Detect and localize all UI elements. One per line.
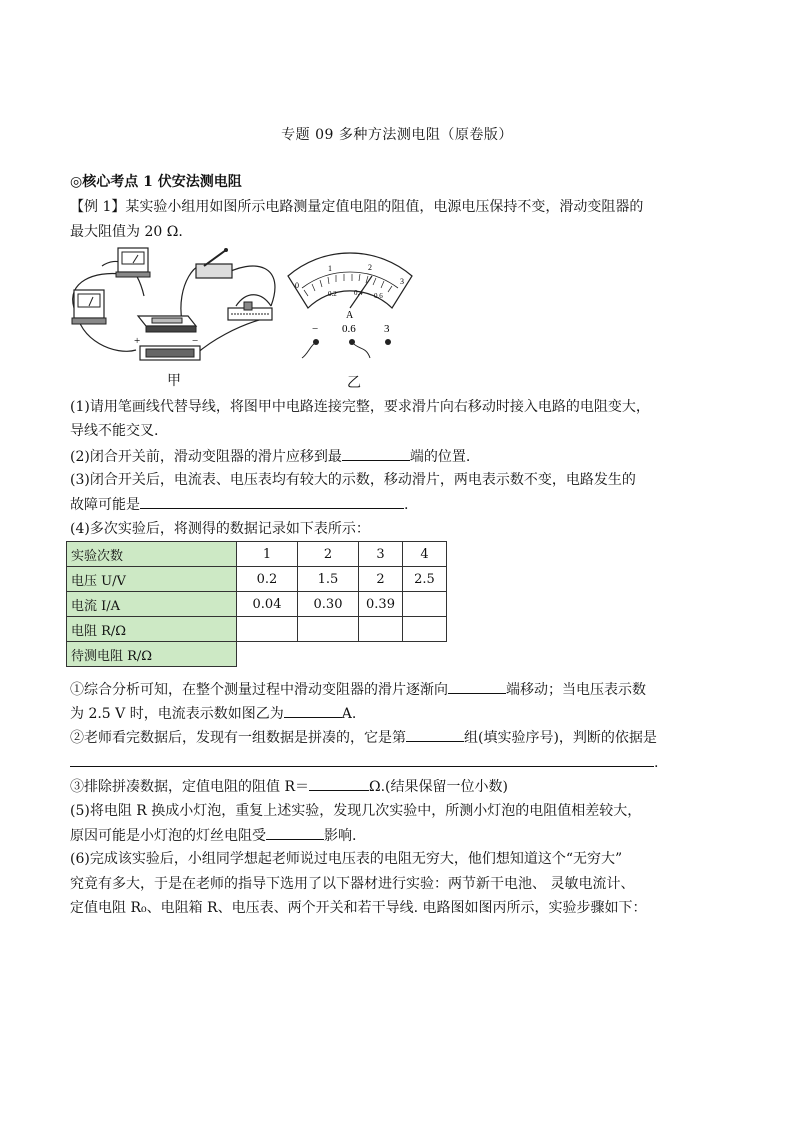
table-cell: 0.04: [237, 592, 298, 617]
sub-question-1-line-1: ①综合分析可知，在整个测量过程中滑动变阻器的滑片逐渐向 端移动；当电压表示数: [70, 679, 646, 700]
figure-caption-yi: 乙: [347, 375, 361, 391]
terminal-label-0-6: 0.6: [342, 323, 356, 335]
question-3-line-2: 故障可能是 .: [70, 494, 408, 515]
question-4: (4)多次实验后，将测得的数据记录如下表所示：: [70, 521, 370, 537]
question-6-line-1: (6)完成该实验后，小组同学想起老师说过电压表的电阻无穷大，他们想知道这个“无穷大”: [70, 851, 623, 867]
answer-blank-q3[interactable]: [140, 494, 404, 509]
question-1-line-1: (1)请用笔画线代替导线，将图甲中电路连接完整，要求滑片向右移动时接入电路的电阻变大，: [70, 399, 650, 415]
table-cell: 电流 I/A: [67, 592, 237, 617]
dial-inner-label-1: 0.2: [328, 290, 337, 298]
dial-outer-label-1: 1: [328, 264, 332, 273]
page-title: 专题 09 多种方法测电阻（原卷版）: [281, 127, 513, 143]
table-cell[interactable]: [403, 617, 447, 642]
dial-meter-letter: A: [346, 310, 354, 321]
sub-question-2-line-2: .: [70, 752, 658, 773]
table-cell[interactable]: [237, 617, 298, 642]
dial-outer-label-2: 2: [368, 263, 372, 272]
question-5-line-1: (5)将电阻 R 换成小灯泡，重复上述实验，发现几次实验中，所测小灯泡的电阻值相差较大，: [70, 803, 642, 819]
table-cell-empty: [237, 642, 447, 667]
figure-caption-jia: 甲: [167, 373, 181, 389]
table-cell: 1.5: [298, 567, 359, 592]
sub-question-3: ③排除拼凑数据，定值电阻的阻值 R＝ Ω.(结果保留一位小数): [70, 776, 508, 797]
section-heading: ◎核心考点 1 伏安法测电阻: [70, 174, 242, 190]
question-5-line-2: 原因可能是小灯泡的灯丝电阻受 影响.: [70, 825, 356, 846]
table-cell: 待测电阻 R/Ω: [67, 642, 237, 667]
switch-device: [196, 248, 232, 278]
dial-outer-label-0: 0: [295, 281, 299, 290]
answer-blank-s2-reason[interactable]: [70, 752, 654, 767]
answer-blank-q2[interactable]: [342, 446, 410, 461]
table-cell: 电压 U/V: [67, 567, 237, 592]
table-row: [67, 592, 447, 617]
question-6-line-2: 究竟有多大，于是在老师的指导下选用了以下器材进行实验：两节新干电池、 灵敏电流计、: [70, 876, 635, 892]
table-cell: 电阻 R/Ω: [67, 617, 237, 642]
table-cell: 0.2: [237, 567, 298, 592]
answer-blank-s3[interactable]: [309, 776, 369, 791]
table-cell: 实验次数: [67, 542, 237, 567]
question-6-line-3: 定值电阻 R₀、电阻箱 R、电压表、两个开关和若干导线. 电路图如图丙所示，实验步骤如下：: [70, 900, 647, 916]
example-line-1: 【例 1】某实验小组用如图所示电路测量定值电阻的阻值，电源电压保持不变，滑动变阻器的: [70, 199, 644, 215]
table-cell[interactable]: [359, 617, 403, 642]
table-cell: 1: [237, 542, 298, 567]
table-cell: 4: [403, 542, 447, 567]
dial-outer-label-3: 3: [400, 277, 404, 286]
ammeter-device: [116, 248, 150, 277]
answer-blank-q5[interactable]: [266, 825, 324, 840]
terminal-label-minus: −: [312, 323, 319, 335]
table-row: [67, 567, 447, 592]
data-table: [66, 541, 447, 667]
table-row: [67, 617, 447, 642]
table-cell: 2: [298, 542, 359, 567]
question-3-line-1: (3)闭合开关后，电流表、电压表均有较大的示数，移动滑片，两电表示数不变，电路发生的: [70, 472, 636, 488]
answer-blank-s2-group[interactable]: [406, 727, 464, 742]
circuit-figure: [66, 246, 426, 388]
dial-inner-label-3: 0.6: [374, 292, 383, 300]
rheostat-device: [228, 302, 272, 320]
table-cell: 0.30: [298, 592, 359, 617]
sub-question-2-line-1: ②老师看完数据后，发现有一组数据是拼凑的，它是第 组(填实验序号)，判断的依据是: [70, 727, 657, 748]
answer-blank-s1-direction[interactable]: [448, 679, 506, 694]
answer-blank-s1-current[interactable]: [284, 703, 342, 718]
question-2: (2)闭合开关前，滑动变阻器的滑片应移到最 端的位置.: [70, 446, 470, 467]
dial-inner-label-2: 0.4: [354, 289, 363, 297]
table-cell: 2: [359, 567, 403, 592]
terminal-label-3: 3: [384, 323, 390, 335]
voltmeter-device: [72, 290, 106, 324]
table-cell: 2.5: [403, 567, 447, 592]
table-row: [67, 642, 447, 667]
ammeter-dial: [288, 253, 412, 358]
battery-minus-label: −: [192, 335, 199, 347]
table-cell[interactable]: [403, 592, 447, 617]
battery-plus-label: +: [134, 335, 141, 347]
battery-device: [134, 335, 200, 360]
question-1-line-2: 导线不能交叉.: [70, 423, 159, 439]
table-row: [67, 542, 447, 567]
table-cell[interactable]: [298, 617, 359, 642]
example-line-2: 最大阻值为 20 Ω.: [70, 224, 183, 240]
table-cell: 0.39: [359, 592, 403, 617]
table-cell: 3: [359, 542, 403, 567]
sub-question-1-line-2: 为 2.5 V 时，电流表示数如图乙为 A.: [70, 703, 356, 724]
resistor-block: [138, 316, 196, 332]
